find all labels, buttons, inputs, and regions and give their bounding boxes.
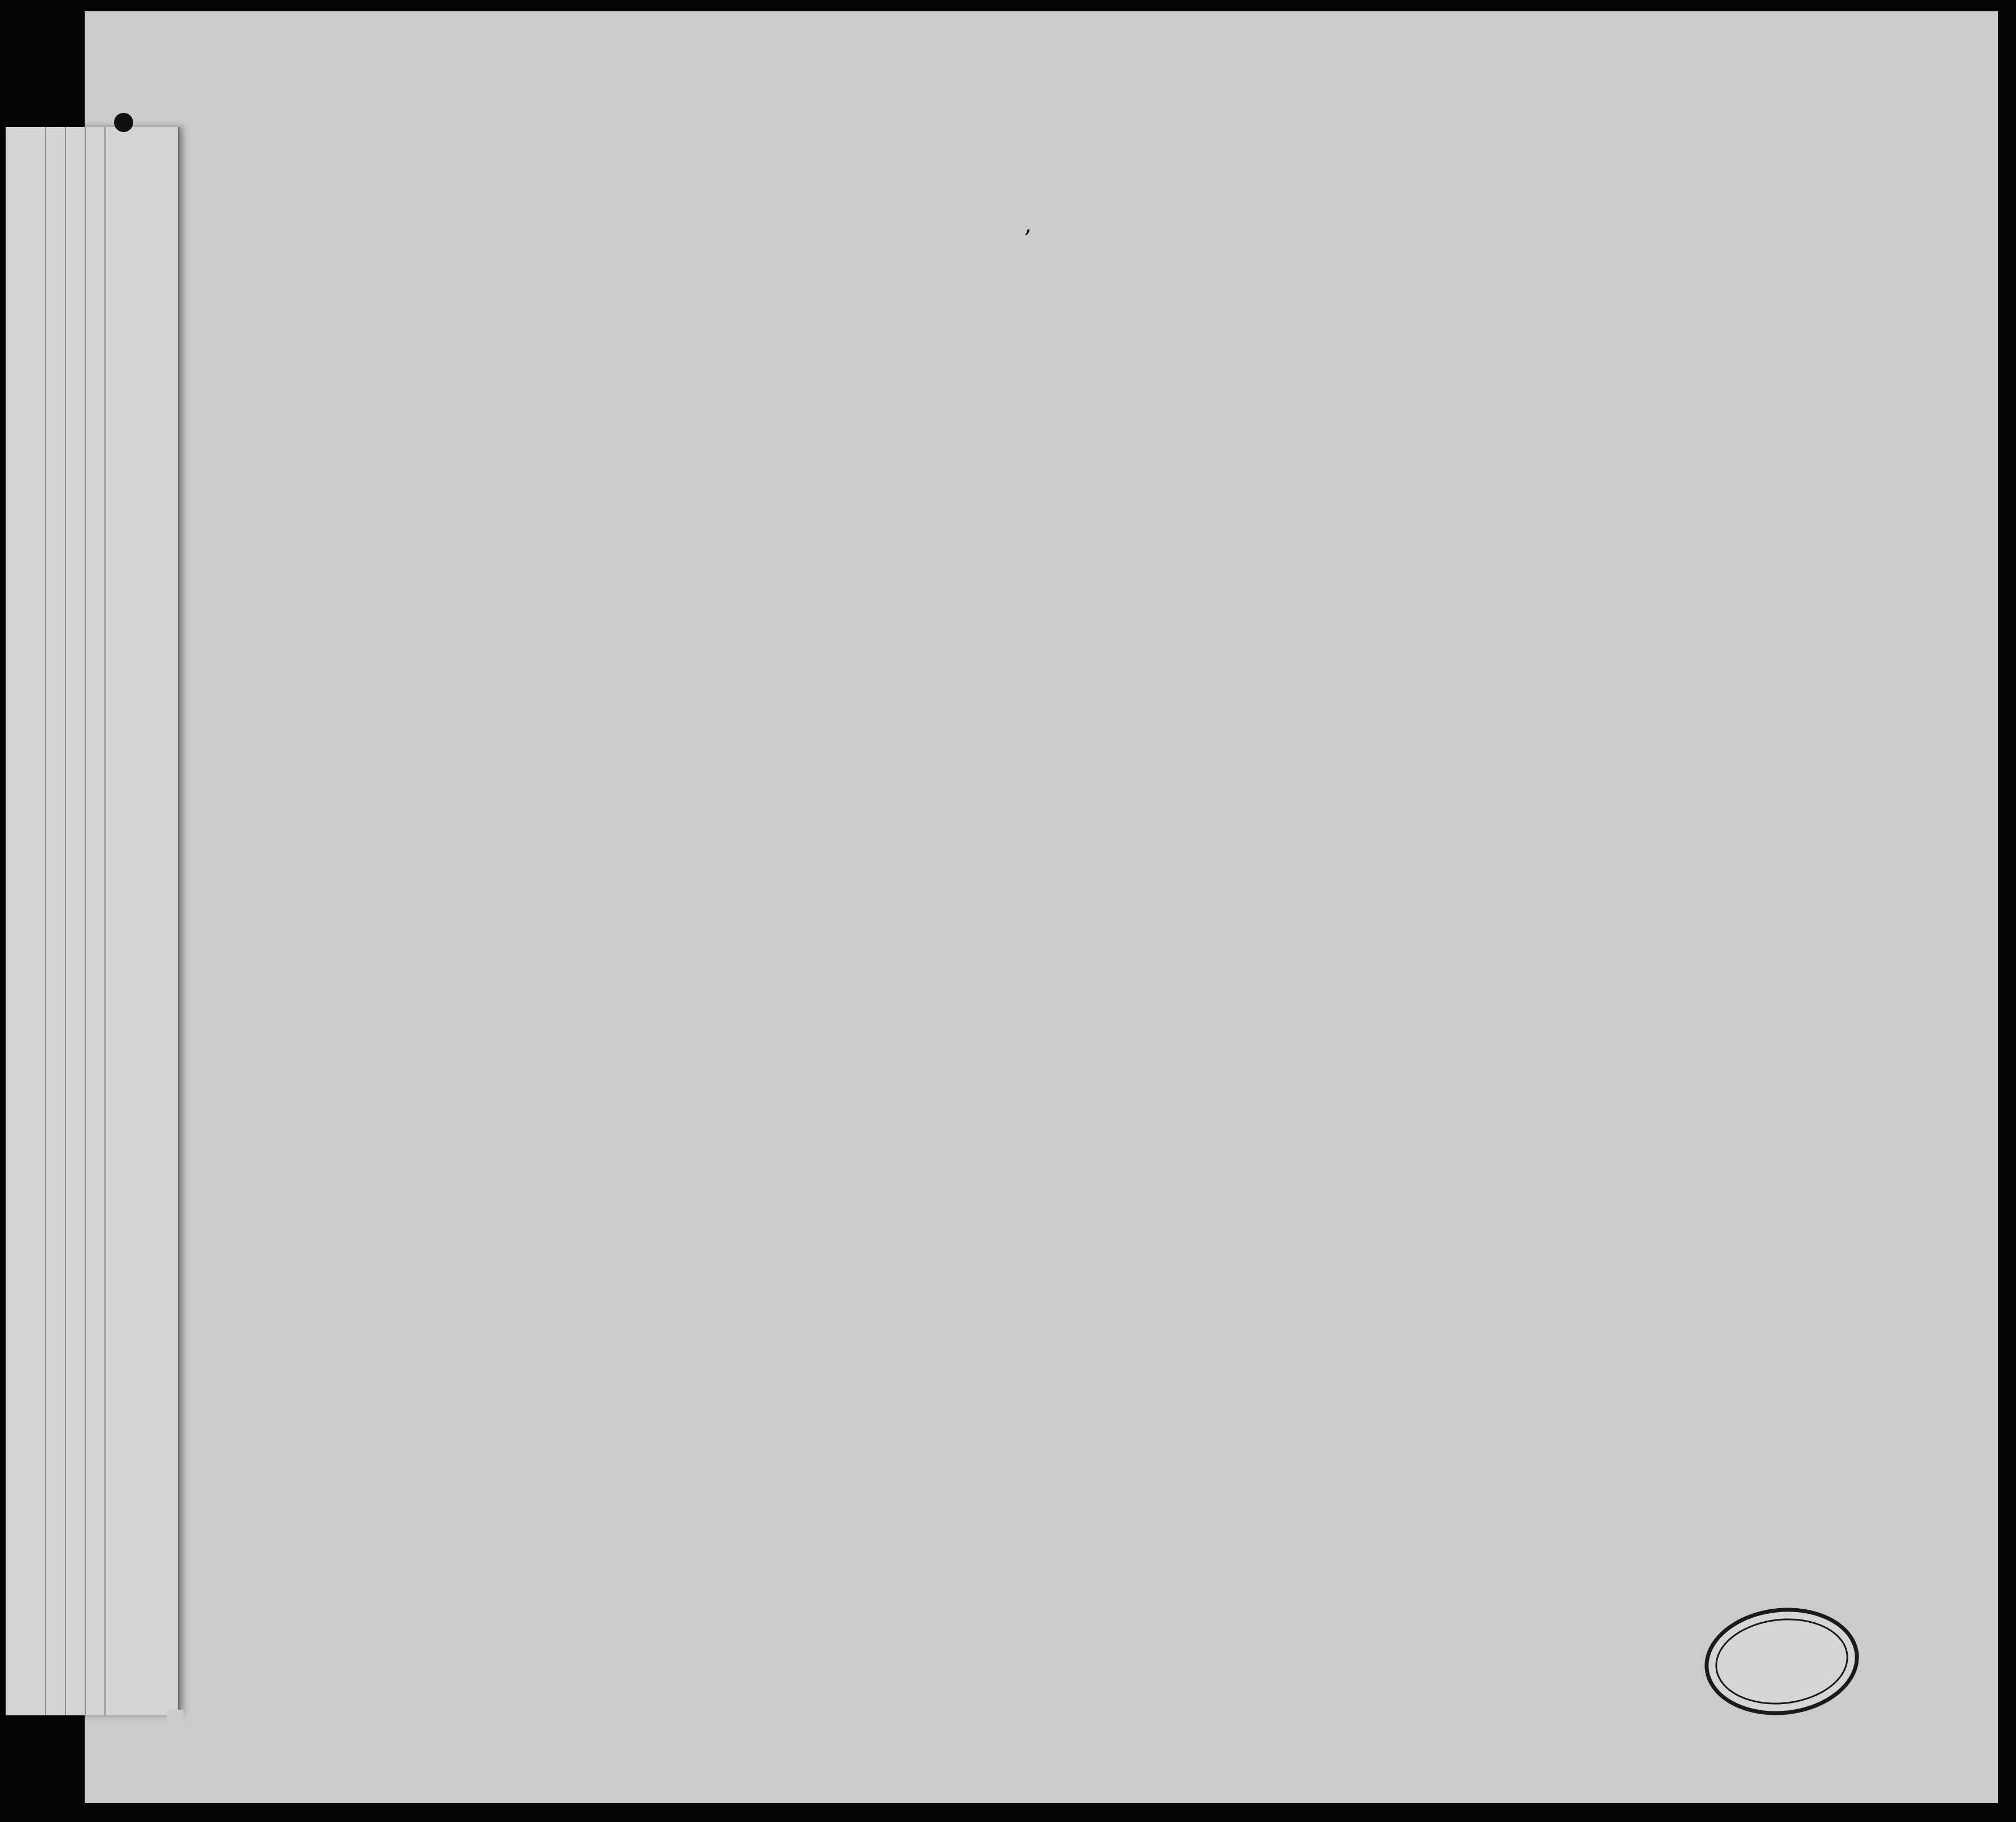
side-rule bbox=[45, 127, 46, 1715]
comma-separator: , bbox=[1024, 210, 1032, 238]
side-tab-stub bbox=[166, 1710, 183, 1755]
folded-side-tab bbox=[6, 127, 179, 1715]
manifest-sheet bbox=[85, 11, 1998, 1803]
side-rule bbox=[65, 127, 66, 1715]
stamp-inner-ring bbox=[1711, 1612, 1852, 1711]
punch-hole bbox=[114, 113, 133, 132]
side-rule bbox=[104, 127, 106, 1715]
table-grid bbox=[85, 11, 1998, 1803]
side-rule bbox=[85, 127, 86, 1715]
